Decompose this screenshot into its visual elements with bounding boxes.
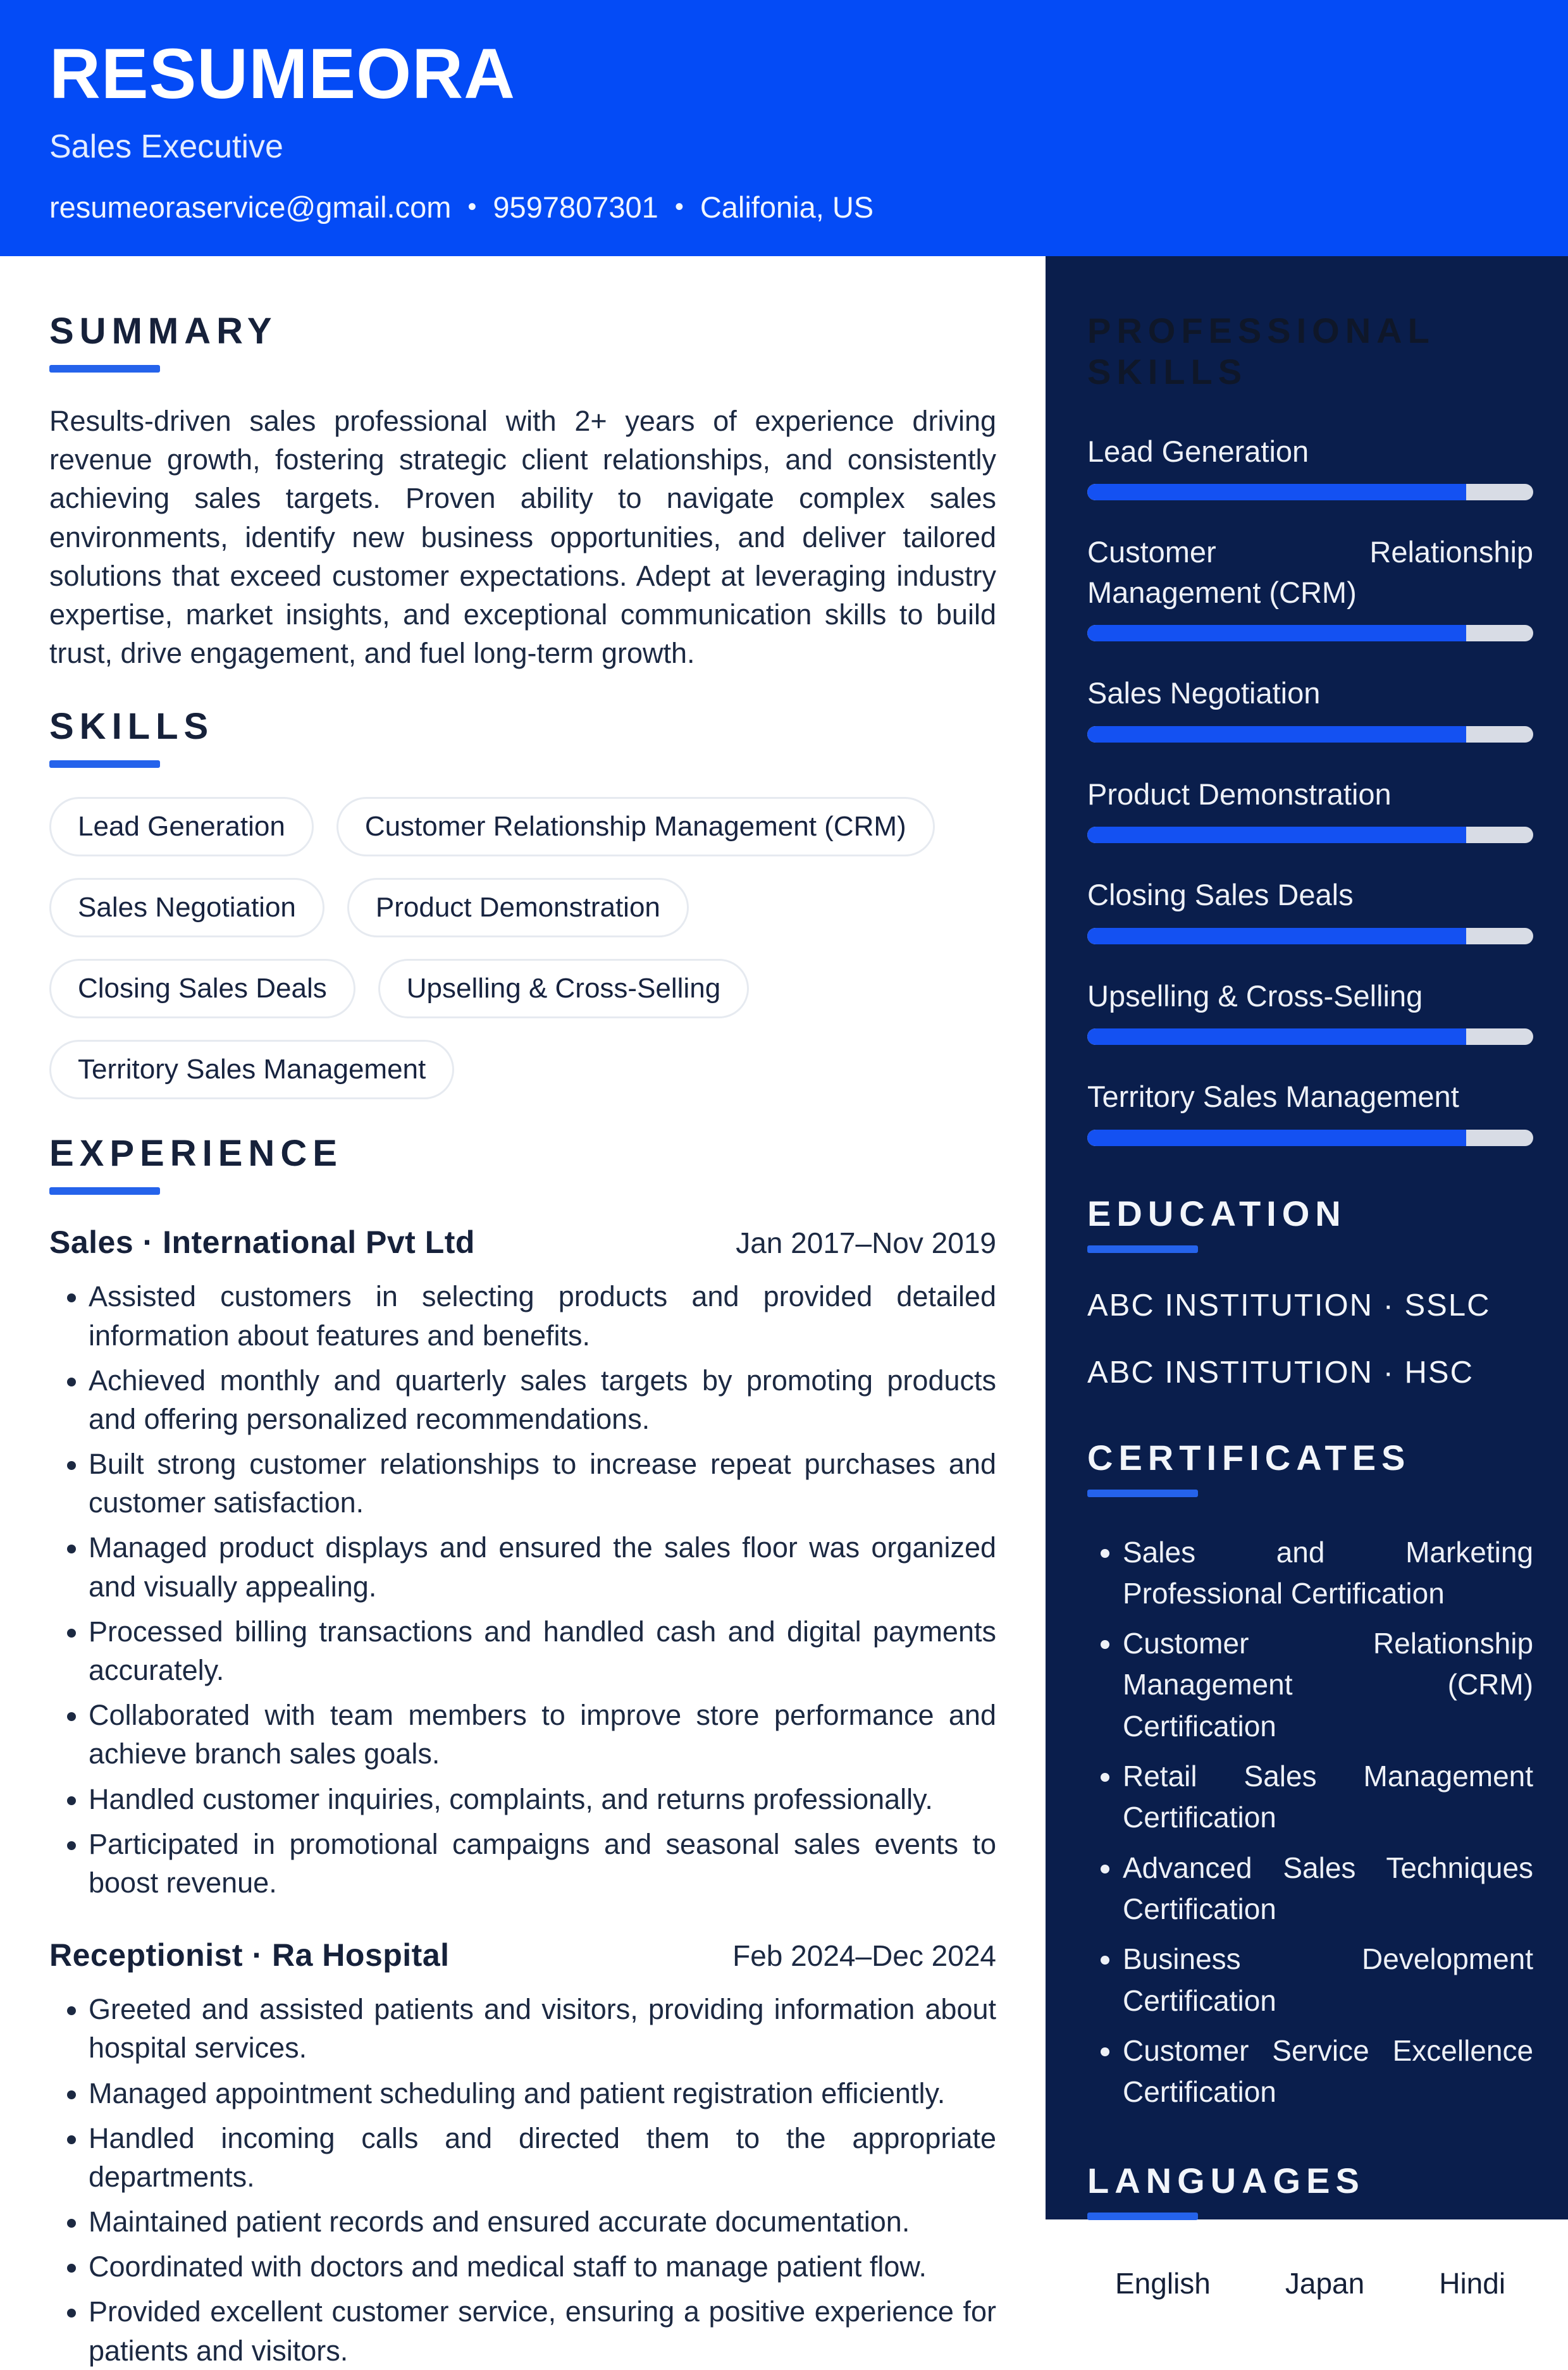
job-bullet: • Achieved monthly and quarterly sales targets by promoting products and offering personalized recommendations. xyxy=(89,1361,996,1438)
certificate-item: • Retail Sales Management Certification xyxy=(1123,1756,1533,1839)
certificate-item: • Sales and Marketing Professional Certification xyxy=(1123,1532,1533,1615)
job-header-row xyxy=(49,1224,996,1261)
contact-location: Califonia, US xyxy=(700,190,874,224)
skill-bar-track xyxy=(1087,1028,1533,1045)
skill-bar-item xyxy=(1087,673,1533,742)
skill-bar-track xyxy=(1087,827,1533,843)
skill-bar-track xyxy=(1087,625,1533,641)
certificate-item: • Customer Relationship Management (CRM) Certification xyxy=(1123,1623,1533,1747)
skill-bar-item xyxy=(1087,1077,1533,1145)
skill-bar-item xyxy=(1087,774,1533,843)
language-pill: Hindi xyxy=(1411,2255,1533,2312)
skill-bar-fill xyxy=(1087,928,1466,944)
heading-underline xyxy=(1087,2213,1198,2220)
certificates-section xyxy=(1087,1437,1533,2113)
role-subtitle: Sales Executive xyxy=(49,128,283,165)
skill-bar-track xyxy=(1087,928,1533,944)
skill-chip: Closing Sales Deals xyxy=(49,959,355,1018)
summary-heading: SUMMARY xyxy=(49,311,278,352)
heading-underline xyxy=(1087,1490,1198,1497)
job-bullet: • Provided excellent customer service, ensuring a positive experience for patients and visitors. xyxy=(89,2292,996,2369)
skill-bar-item xyxy=(1087,431,1533,500)
job-bullet: • Built strong customer relationships to increase repeat purchases and customer satisfaction. xyxy=(89,1445,996,1522)
job-bullet: • Collaborated with team members to improve store performance and achieve branch sales goals. xyxy=(89,1696,996,1773)
job-list xyxy=(49,1224,996,2370)
education-list xyxy=(1087,1288,1533,1390)
skill-bar-label: Product Demonstration xyxy=(1087,777,1392,811)
job-bullet: • Assisted customers in selecting products and provided detailed information about features and benefits. xyxy=(89,1277,996,1354)
skill-chip: Customer Relationship Management (CRM) xyxy=(336,797,935,856)
header-band xyxy=(0,0,1568,256)
job-entry xyxy=(49,1224,996,1902)
experience-section xyxy=(49,1132,996,2370)
job-bullet: • Coordinated with doctors and medical staff to manage patient flow. xyxy=(89,2247,996,2286)
job-bullet: • Handled incoming calls and directed them to the appropriate departments. xyxy=(89,2119,996,2196)
professional-skills-section xyxy=(1087,310,1533,1146)
skills-chip-list xyxy=(49,797,996,1099)
job-dates: Jan 2017–Nov 2019 xyxy=(736,1226,996,1260)
education-heading: EDUCATION xyxy=(1087,1193,1347,1233)
skill-chip: Product Demonstration xyxy=(347,878,689,937)
contact-line xyxy=(49,190,1519,225)
skill-bar-fill xyxy=(1087,726,1466,743)
name-title: RESUMEORA xyxy=(49,34,516,113)
certificate-list xyxy=(1087,1532,1533,2113)
professional-skills-heading: PROFESSIONAL SKILLS xyxy=(1087,311,1435,392)
job-bullet: • Handled customer inquiries, complaints, and returns professionally. xyxy=(89,1780,996,1818)
skill-bar-label: Upselling & Cross-Selling xyxy=(1087,978,1423,1013)
experience-heading: EXPERIENCE xyxy=(49,1133,343,1175)
contact-email: resumeoraservice@gmail.com xyxy=(49,190,452,224)
skill-bar-track xyxy=(1087,484,1533,500)
skill-chip: Sales Negotiation xyxy=(49,878,324,937)
skill-chip: Territory Sales Management xyxy=(49,1040,454,1099)
skills-heading: SKILLS xyxy=(49,706,214,748)
language-pill: Japan xyxy=(1257,2255,1392,2312)
skill-bar-track xyxy=(1087,726,1533,743)
body-columns xyxy=(0,256,1568,2367)
job-header-row xyxy=(49,1937,996,1973)
job-bullet: • Managed appointment scheduling and patient registration efficiently. xyxy=(89,2074,996,2113)
skill-bar-list xyxy=(1087,431,1533,1146)
job-bullet: • Participated in promotional campaigns and seasonal sales events to boost revenue. xyxy=(89,1825,996,1902)
job-entry xyxy=(49,1937,996,2370)
skill-bar-item xyxy=(1087,532,1533,641)
certificate-item: • Advanced Sales Techniques Certification xyxy=(1123,1848,1533,1930)
skill-bar-label: Lead Generation xyxy=(1087,435,1309,468)
job-dates: Feb 2024–Dec 2024 xyxy=(732,1939,996,1973)
bullet-separator-icon: • xyxy=(674,192,684,221)
skill-bar-label: Territory Sales Management xyxy=(1087,1080,1459,1114)
summary-section xyxy=(49,310,996,672)
heading-underline xyxy=(49,760,160,768)
skill-bar-item xyxy=(1087,875,1533,944)
skill-bar-label: Closing Sales Deals xyxy=(1087,878,1354,912)
job-title: Sales · International Pvt Ltd xyxy=(49,1225,475,1261)
skill-bar-label: Sales Negotiation xyxy=(1087,676,1321,710)
job-bullet-list xyxy=(49,1277,996,1902)
skill-chip: Upselling & Cross-Selling xyxy=(378,959,749,1018)
certificate-item: • Business Development Certification xyxy=(1123,1939,1533,2021)
contact-phone: 9597807301 xyxy=(493,190,658,224)
skill-bar-fill xyxy=(1087,1028,1466,1045)
certificates-heading: CERTIFICATES xyxy=(1087,1437,1411,1478)
skills-section xyxy=(49,705,996,1099)
skill-bar-fill xyxy=(1087,484,1466,500)
job-bullet: • Processed billing transactions and handled cash and digital payments accurately. xyxy=(89,1612,996,1689)
sidebar xyxy=(1046,256,1568,2300)
bullet-separator-icon: • xyxy=(467,192,477,221)
language-pill: English xyxy=(1087,2255,1238,2312)
skill-bar-fill xyxy=(1087,625,1466,641)
job-bullet-list xyxy=(49,1990,996,2370)
job-bullet: • Maintained patient records and ensured accurate documentation. xyxy=(89,2202,996,2241)
certificate-item: • Customer Service Excellence Certification xyxy=(1123,2030,1533,2113)
education-section xyxy=(1087,1193,1533,1390)
skill-bar-track xyxy=(1087,1130,1533,1146)
education-item: ABC INSTITUTION · HSC xyxy=(1087,1355,1474,1390)
heading-underline xyxy=(49,365,160,373)
skill-bar-fill xyxy=(1087,1130,1466,1146)
heading-underline xyxy=(1087,1245,1198,1253)
job-bullet: • Greeted and assisted patients and visitors, providing information about hospital services. xyxy=(89,1990,996,2067)
language-pill-list xyxy=(1087,2255,1533,2312)
job-title: Receptionist · Ra Hospital xyxy=(49,1937,450,1973)
languages-heading: LANGUAGES xyxy=(1087,2160,1365,2200)
languages-section xyxy=(1087,2160,1533,2312)
skill-bar-label: Customer Relationship Management (CRM) xyxy=(1087,535,1534,609)
heading-underline xyxy=(49,1187,160,1195)
summary-text: Results-driven sales professional with 2+ years of experience driving revenue growth, fostering strategic client relationships, and consistently achieving sales targets. Proven ability to navigate complex sales environments, identify new business opportunities, and deliver tailored solutions that exceed customer expectations. Adept at leveraging industry expertise, market insights, and exceptional communication skills to build trust, drive engagement, and fuel long-term growth. xyxy=(49,405,996,670)
skill-bar-item xyxy=(1087,976,1533,1045)
education-item: ABC INSTITUTION · SSLC xyxy=(1087,1288,1491,1323)
skill-chip: Lead Generation xyxy=(49,797,314,856)
job-bullet: • Managed product displays and ensured the sales floor was organized and visually appealing. xyxy=(89,1528,996,1605)
main-column xyxy=(0,256,1046,2367)
skill-bar-fill xyxy=(1087,827,1466,843)
